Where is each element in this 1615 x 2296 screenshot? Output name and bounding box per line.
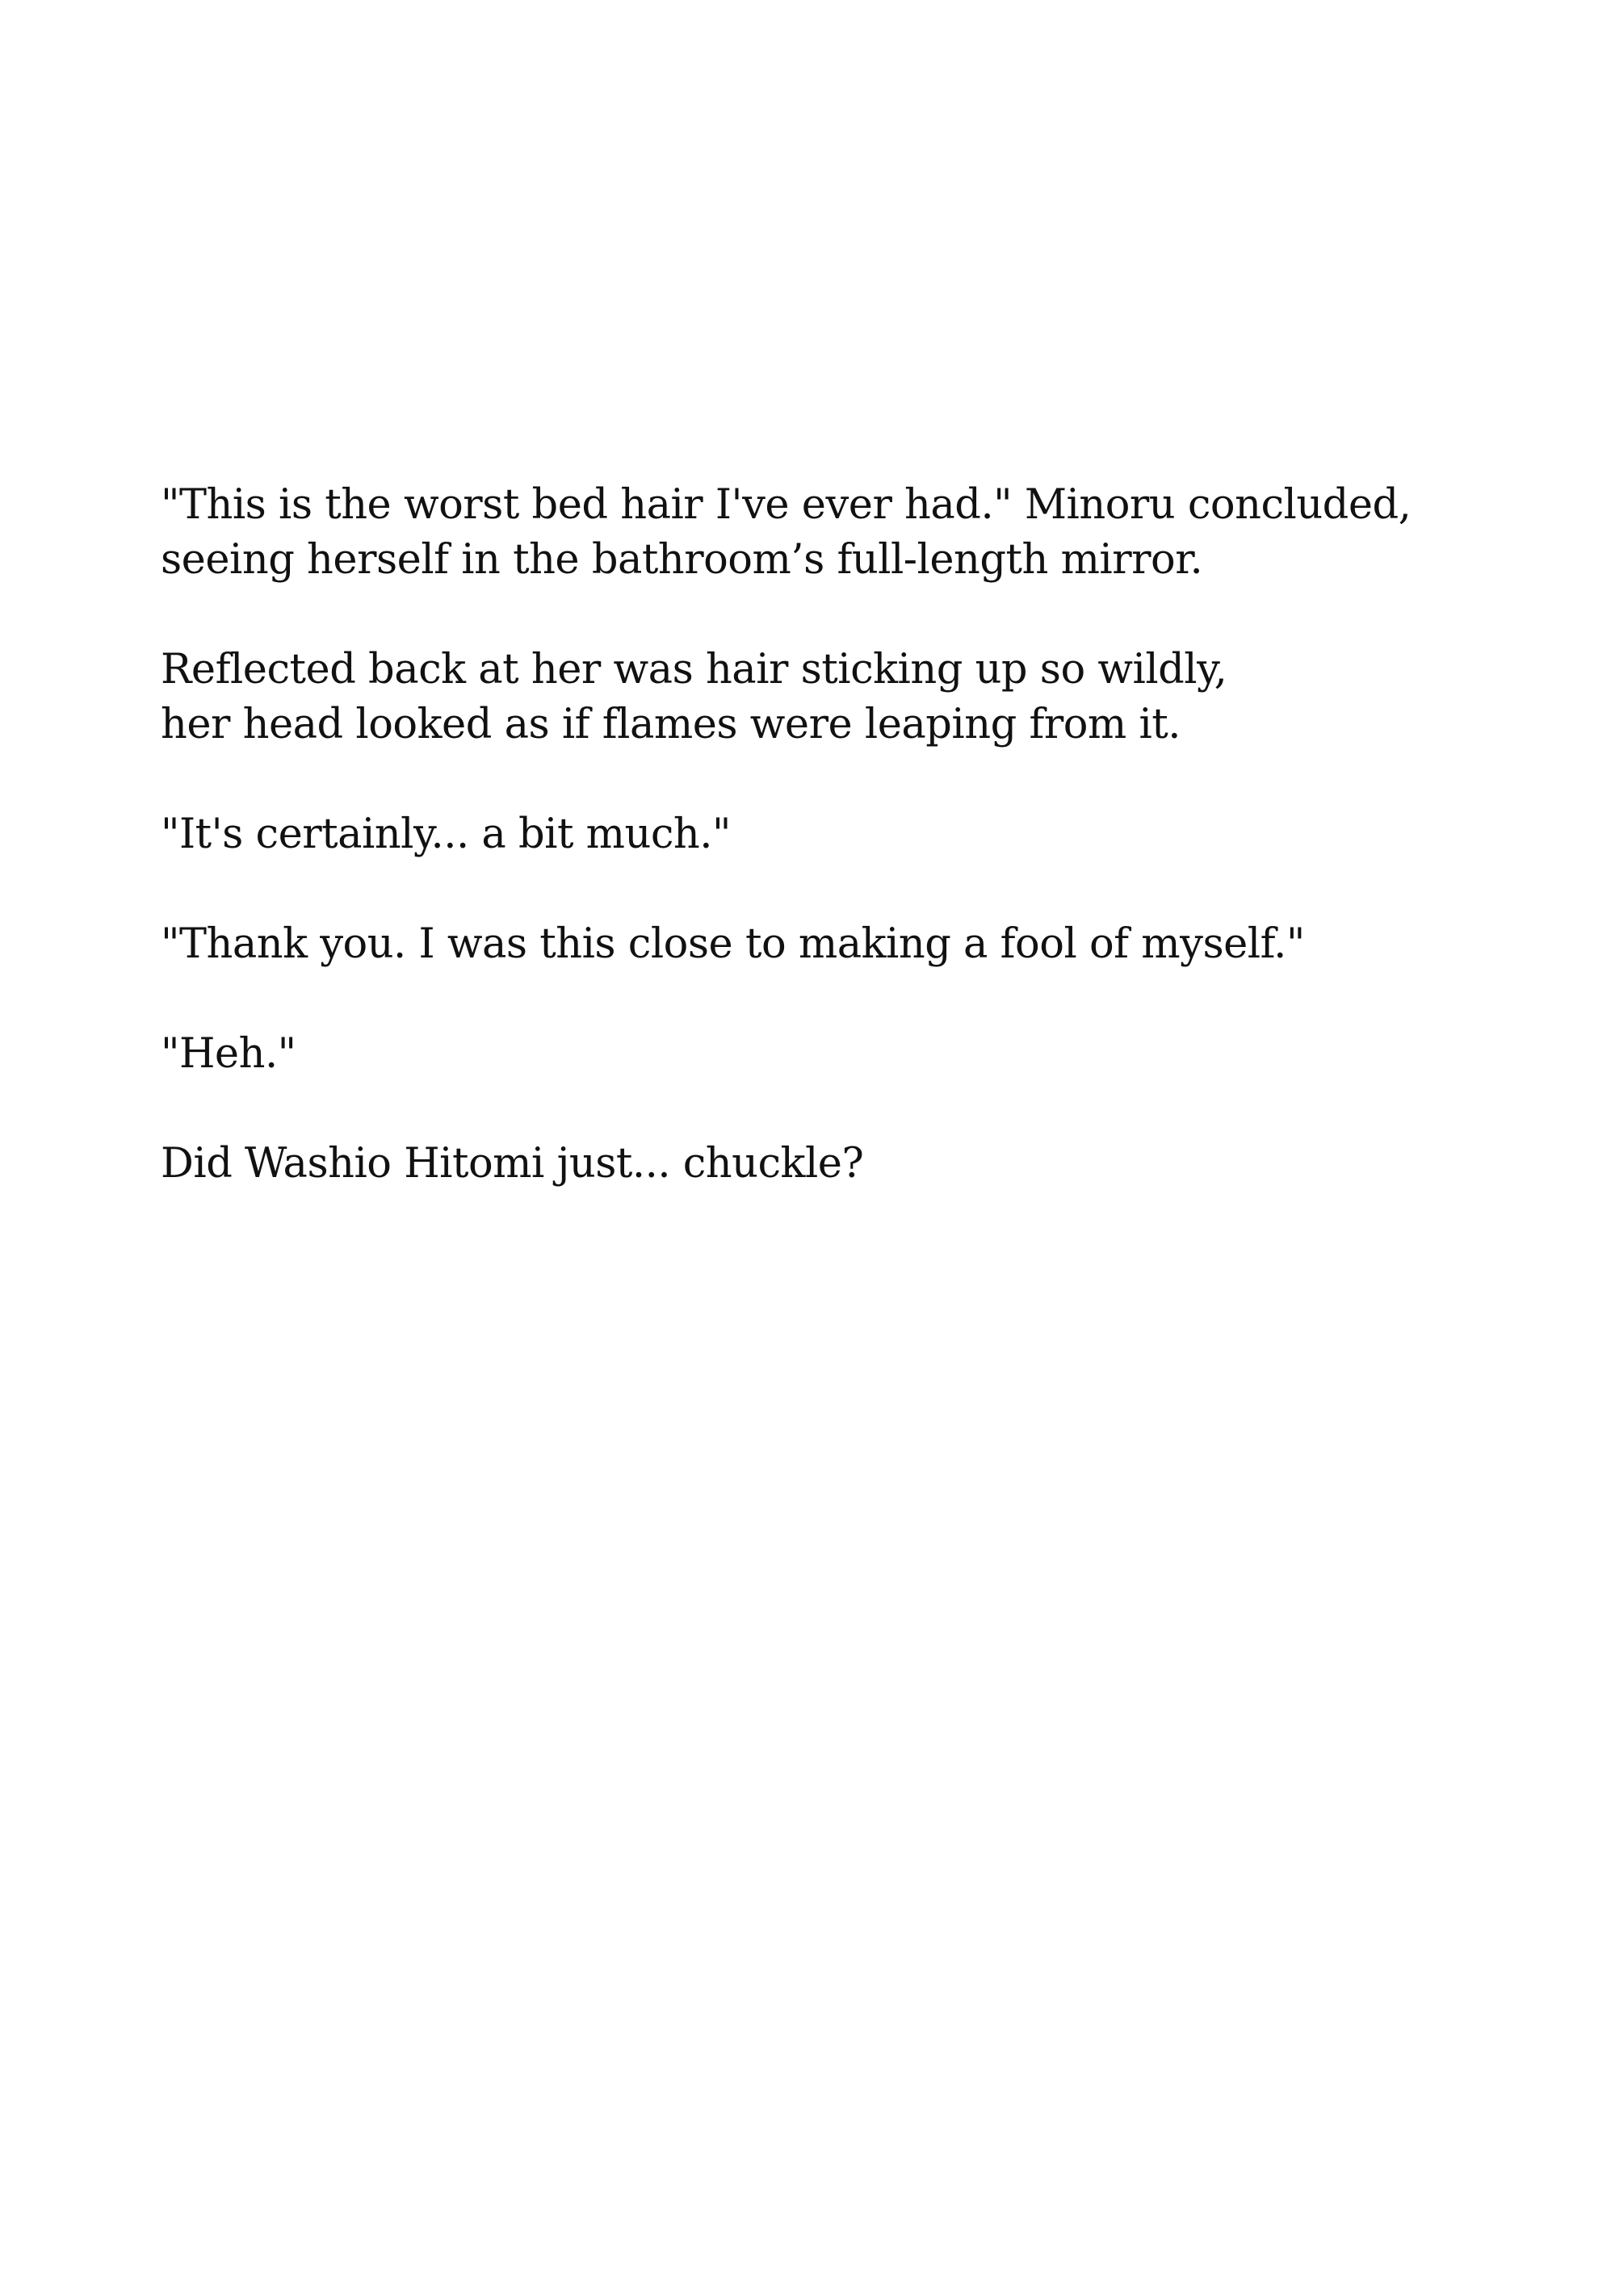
paragraph-line: "This is the worst bed hair I've ever had." Minoru concluded, (161, 481, 1412, 529)
paragraph-line: "It's certainly... a bit much." (161, 811, 731, 858)
story-text (161, 478, 1517, 1246)
paragraph-3 (161, 807, 1517, 862)
paragraph-6 (161, 1137, 1517, 1192)
paragraph-1 (161, 478, 1517, 588)
paragraph-5 (161, 1027, 1517, 1082)
paragraph-line: seeing herself in the bathroom’s full-length mirror. (161, 536, 1203, 584)
paragraph-4 (161, 917, 1517, 972)
paragraph-line: "Thank you. I was this close to making a fool of myself." (161, 920, 1305, 968)
paragraph-line: "Heh." (161, 1030, 296, 1078)
paragraph-line: Reflected back at her was hair sticking up so wildly, (161, 646, 1227, 693)
paragraph-line: Did Washio Hitomi just... chuckle? (161, 1140, 864, 1188)
paragraph-line: her head looked as if flames were leaping from it. (161, 701, 1181, 748)
paragraph-2 (161, 643, 1517, 752)
